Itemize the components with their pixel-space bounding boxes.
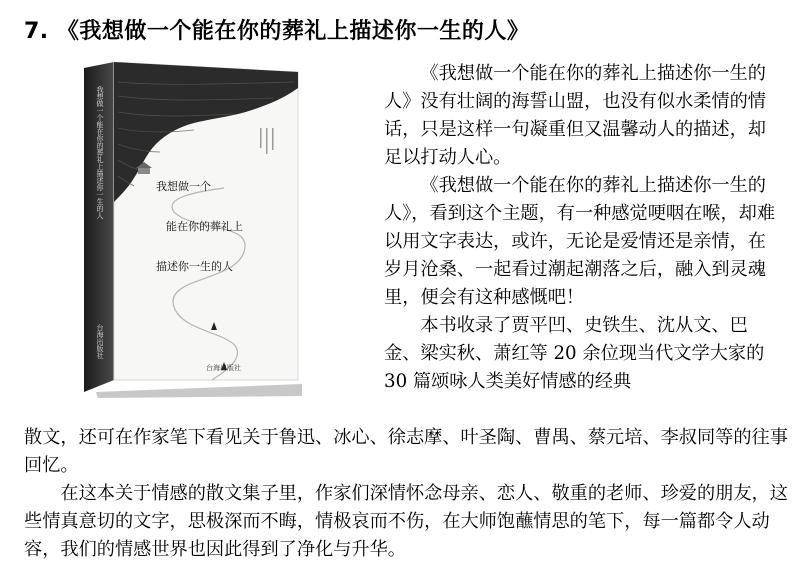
paragraph-2: 《我想做一个能在你的葬礼上描述你一生的人》，看到这个主题，有一种感觉哽咽在喉，却难以用文字表达，或许，无论是爱情还是亲情，在岁月沧桑、一起看过潮起潮落之后，融入到灵魂里，便会有这种感慨吧！ — [384, 175, 776, 308]
article-text-full-width — [24, 424, 790, 564]
section-heading: 7. 《我想做一个能在你的葬礼上描述你一生的人》 — [24, 19, 530, 44]
spine-title: 我想做一个能在你的葬礼上描述你一生的人 — [96, 86, 104, 219]
paragraph-3: 本书收录了贾平凹、史铁生、沈从文、巴金、梁实秋、萧红等 20 余位现当代文学大家的 30 篇颂咏人类美好情感的经典 — [384, 315, 765, 392]
spine-publisher: 台海出版社 — [96, 324, 104, 359]
cover-title-line-1: 我想做一个 — [156, 180, 211, 193]
cover-title-line-2: 能在你的葬礼上 — [166, 220, 243, 233]
cover-title-line-3: 描述你一生的人 — [156, 260, 233, 273]
paragraph-1: 《我想做一个能在你的葬礼上描述你一生的人》没有壮阔的海誓山盟，也没有似水柔情的情话，只是这样一句凝重但又温馨动人的描述，却足以打动人心。 — [384, 63, 766, 168]
paragraph-3-continuation: 散文，还可在作家笔下看见关于鲁迅、冰心、徐志摩、叶圣陶、曹禺、蔡元培、李叔同等的往事回忆。 — [24, 427, 788, 476]
cover-publisher: 台海出版社 — [206, 364, 241, 372]
article-text-right-column — [384, 60, 784, 396]
book-cover-image — [84, 62, 306, 398]
paragraph-4: 在这本关于情感的散文集子里，作家们深情怀念母亲、恋人、敬重的老师、珍爱的朋友，这些情真意切的文字，思极深而不晦，情极哀而不伤，在大师饱蘸情思的笔下，每一篇都令人动容，我们的情感世界也因此得到了净化与升华。 — [24, 483, 788, 560]
